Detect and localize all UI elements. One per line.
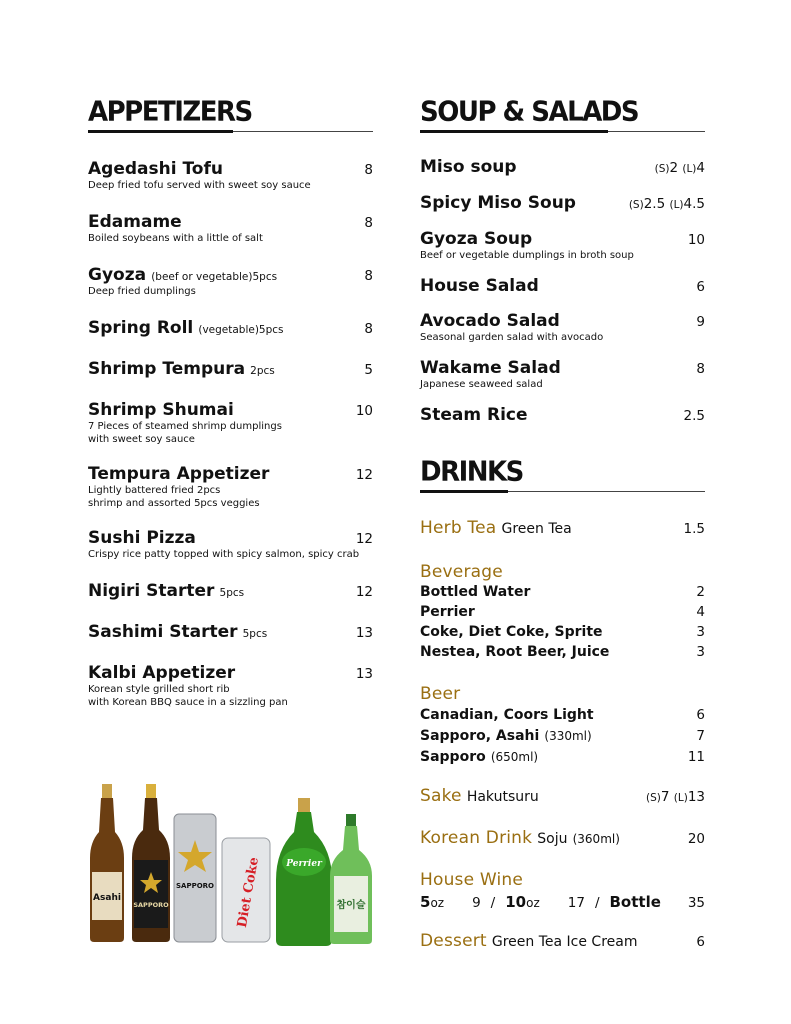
appetizers-header <box>88 98 373 132</box>
dessert-row <box>420 931 705 951</box>
soup-salad-price: (S)2.5 (L)4.5 <box>628 196 705 212</box>
appetizer-item <box>88 464 373 510</box>
soup-salad-item <box>420 157 705 177</box>
house-wine-group <box>420 870 705 911</box>
wine-bottle-price: 35 <box>687 895 705 911</box>
svg-text:Perrier: Perrier <box>286 859 322 869</box>
soup-salad-price: 9 <box>696 314 705 330</box>
svg-text:Diet Coke: Diet Coke <box>234 856 263 929</box>
soup-salad-name: Spicy Miso Soup <box>420 193 576 213</box>
beverage-price: 3 <box>696 624 705 640</box>
korean-drink-item: Soju <box>537 831 568 847</box>
soup-salad-desc: Japanese seaweed salad <box>420 379 543 390</box>
wine-10oz: 10 <box>505 893 527 911</box>
appetizers-title: APPETIZERS <box>88 96 252 128</box>
korean-drink-price: 20 <box>687 831 705 847</box>
appetizer-item <box>88 359 373 379</box>
soup-salad-item <box>420 358 705 391</box>
appetizer-price: 12 <box>355 467 373 483</box>
sake-label: Sake <box>420 786 462 806</box>
beverage-item <box>420 642 705 662</box>
appetizer-desc: Korean style grilled short rib <box>88 684 230 695</box>
beer-item <box>420 746 705 767</box>
beer-item <box>420 725 705 746</box>
appetizer-name: Sushi Pizza <box>88 528 196 548</box>
soup-salad-name: Gyoza Soup <box>420 229 533 249</box>
beer-price: 11 <box>687 749 705 765</box>
soup-salad-item <box>420 405 705 425</box>
soups-title: SOUP & SALADS <box>420 96 639 128</box>
beer-group <box>420 684 705 767</box>
house-wine-prices: 5 oz 9 / 10 oz 17 / Bottle 35 <box>420 893 705 911</box>
appetizer-price: 8 <box>364 268 373 284</box>
appetizer-note: 5pcs <box>219 587 245 599</box>
wine-5oz: 5 <box>420 893 431 911</box>
appetizer-desc: shrimp and assorted 5pcs veggies <box>88 498 260 509</box>
appetizer-name: Tempura Appetizer <box>88 464 270 484</box>
svg-text:Asahi: Asahi <box>93 893 121 903</box>
korean-drink-label: Korean Drink <box>420 828 533 848</box>
appetizer-name: Shrimp Shumai <box>88 400 234 420</box>
appetizer-item <box>88 159 373 192</box>
beverage-item <box>420 622 705 642</box>
appetizer-item <box>88 663 373 709</box>
appetizer-price: 13 <box>355 625 373 641</box>
soup-salad-name: Miso soup <box>420 157 517 177</box>
beverage-price: 3 <box>696 644 705 660</box>
appetizer-desc: Crispy rice patty topped with spicy salmon, spicy crab <box>88 549 360 560</box>
beverage-name: Nestea, Root Beer, Juice <box>420 644 610 660</box>
beer-name: Sapporo, Asahi <box>420 728 540 744</box>
beer-list <box>420 704 705 767</box>
appetizer-note: 5pcs <box>242 628 268 640</box>
appetizer-item <box>88 265 373 298</box>
beer-item <box>420 704 705 725</box>
beverage-label: Beverage <box>420 562 503 582</box>
beer-size: (650ml) <box>490 750 539 764</box>
appetizer-name: Spring Roll <box>88 318 194 338</box>
appetizer-name: Sashimi Starter <box>88 622 238 642</box>
beverage-price: 4 <box>696 604 705 620</box>
soup-salad-name: Avocado Salad <box>420 311 560 331</box>
appetizer-desc: Deep fried tofu served with sweet soy sauce <box>88 180 311 191</box>
soup-salad-price: 6 <box>696 279 705 295</box>
dessert-price: 6 <box>696 934 705 950</box>
appetizer-note: (vegetable)5pcs <box>198 324 284 336</box>
soups-rule <box>420 130 705 132</box>
beer-price: 7 <box>696 728 705 744</box>
soup-salad-item <box>420 193 705 213</box>
beverage-name: Coke, Diet Coke, Sprite <box>420 624 603 640</box>
appetizer-name: Kalbi Appetizer <box>88 663 236 683</box>
soup-salad-item <box>420 311 705 344</box>
wine-5oz-price: 9 <box>472 895 481 911</box>
soup-salad-price: 10 <box>687 232 705 248</box>
beer-name: Sapporo <box>420 749 486 765</box>
soup-salad-price: 8 <box>696 361 705 377</box>
sake-item: Hakutsuru <box>466 789 539 805</box>
appetizer-item <box>88 212 373 245</box>
soup-salad-name: Wakame Salad <box>420 358 561 378</box>
appetizer-name: Agedashi Tofu <box>88 159 223 179</box>
soup-salad-price: 2.5 <box>683 408 705 424</box>
sapporo-can-icon <box>174 814 216 942</box>
herb-tea-row <box>420 518 705 538</box>
sake-price: (S)7 (L)13 <box>646 789 705 805</box>
appetizer-name: Edamame <box>88 212 182 232</box>
drinks-rule <box>420 490 705 492</box>
appetizer-price: 8 <box>364 162 373 178</box>
house-wine-label: House Wine <box>420 870 524 890</box>
korean-drink-row <box>420 828 705 848</box>
wine-10oz-price: 17 <box>567 895 585 911</box>
appetizer-price: 8 <box>364 321 373 337</box>
beer-name: Canadian, Coors Light <box>420 707 594 723</box>
appetizer-name: Shrimp Tempura <box>88 359 246 379</box>
wine-bottle: Bottle <box>609 893 661 911</box>
soju-bottle-icon <box>330 814 372 944</box>
herb-tea-price: 1.5 <box>683 521 705 537</box>
soup-salad-item <box>420 276 705 296</box>
drink-bottles-image <box>88 780 378 960</box>
korean-drink-note: (360ml) <box>572 832 620 846</box>
beverage-list <box>420 582 705 662</box>
perrier-bottle-icon <box>276 798 332 946</box>
appetizer-price: 13 <box>355 666 373 682</box>
beverage-item <box>420 582 705 602</box>
appetizer-price: 10 <box>355 403 373 419</box>
soup-salad-desc: Beef or vegetable dumplings in broth soup <box>420 250 634 261</box>
appetizer-name: Gyoza <box>88 265 147 285</box>
appetizer-item <box>88 581 373 601</box>
beverage-name: Bottled Water <box>420 584 531 600</box>
appetizer-name: Nigiri Starter <box>88 581 215 601</box>
svg-text:SAPPORO: SAPPORO <box>133 901 169 909</box>
soup-salad-name: House Salad <box>420 276 539 296</box>
appetizers-rule <box>88 130 373 132</box>
svg-text:SAPPORO: SAPPORO <box>175 882 215 890</box>
herb-tea-item: Green Tea <box>501 521 572 537</box>
soup-salad-price: (S)2 (L)4 <box>654 160 705 176</box>
appetizer-price: 12 <box>355 584 373 600</box>
sake-row <box>420 786 705 806</box>
appetizer-note: (beef or vegetable)5pcs <box>151 271 278 283</box>
soup-salad-desc: Seasonal garden salad with avocado <box>420 332 604 343</box>
appetizer-note: 2pcs <box>250 365 275 377</box>
drinks-header <box>420 458 705 492</box>
appetizer-item <box>88 318 373 338</box>
herb-tea-label: Herb Tea <box>420 518 497 538</box>
appetizer-price: 5 <box>364 362 373 378</box>
asahi-bottle-icon <box>90 784 124 942</box>
appetizer-desc: with sweet soy sauce <box>88 434 195 445</box>
drinks-title: DRINKS <box>420 456 523 488</box>
appetizer-desc: with Korean BBQ sauce in a sizzling pan <box>88 697 288 708</box>
svg-text:참이슬: 참이슬 <box>336 900 366 911</box>
appetizer-desc: Boiled soybeans with a little of salt <box>88 233 263 244</box>
soups-header <box>420 98 705 132</box>
appetizer-item <box>88 528 373 561</box>
appetizer-item <box>88 400 373 446</box>
appetizer-price: 8 <box>364 215 373 231</box>
beverage-name: Perrier <box>420 604 475 620</box>
appetizer-item <box>88 622 373 642</box>
dessert-item: Green Tea Ice Cream <box>491 934 638 950</box>
beverage-price: 2 <box>696 584 705 600</box>
appetizer-price: 12 <box>355 531 373 547</box>
appetizer-desc: Lightly battered fried 2pcs <box>88 485 221 496</box>
soup-salad-item <box>420 229 705 262</box>
beer-label: Beer <box>420 684 461 704</box>
beverage-group <box>420 562 705 662</box>
appetizer-desc: Deep fried dumplings <box>88 286 196 297</box>
beer-size: (330ml) <box>544 729 592 743</box>
beverage-item <box>420 602 705 622</box>
soup-salad-name: Steam Rice <box>420 405 528 425</box>
dessert-label: Dessert <box>420 931 487 951</box>
sapporo-bottle-icon <box>132 784 170 942</box>
appetizer-desc: 7 Pieces of steamed shrimp dumplings <box>88 421 282 432</box>
beer-price: 6 <box>696 707 705 723</box>
diet-coke-can-icon <box>222 838 270 942</box>
